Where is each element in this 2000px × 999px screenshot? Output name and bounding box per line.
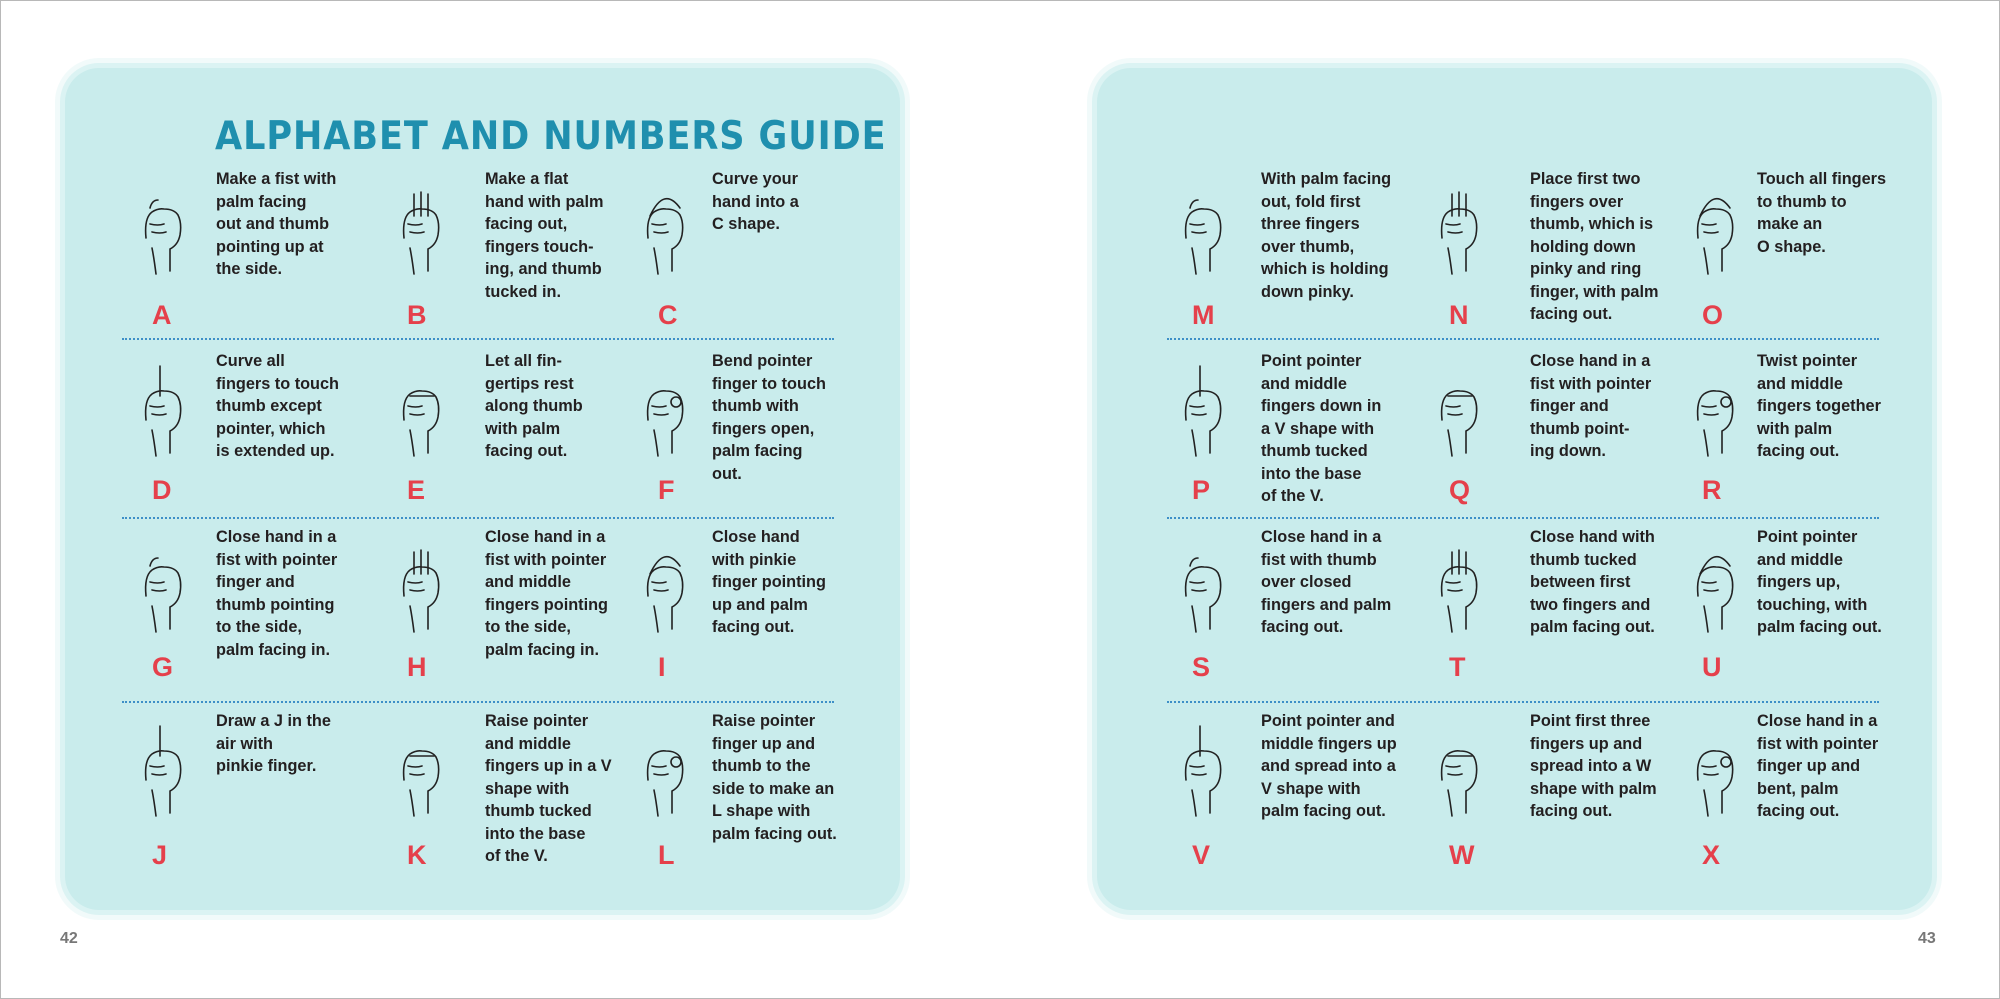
sign-description-a: Make a fist with palm facing out and thumb pointing up at the side.	[216, 170, 337, 278]
sign-description-h: Close hand in a fist with pointer and middle fingers pointing to the side, palm facing in.	[485, 528, 608, 659]
hand-sign-k-icon	[388, 722, 452, 822]
hand-sign-w-icon	[1426, 722, 1490, 822]
hand-sign-x-icon	[1682, 722, 1746, 822]
sign-letter-d: D	[152, 475, 172, 505]
sign-description-f: Bend pointer finger to touch thumb with fingers open, palm facing out.	[712, 352, 826, 483]
sign-letter-s: S	[1192, 652, 1211, 682]
sign-letter-x: X	[1702, 840, 1721, 870]
sign-description-v: Point pointer and middle fingers up and spread into a V shape with palm facing out.	[1261, 712, 1397, 820]
sign-letter-t: T	[1449, 652, 1466, 682]
sign-description-o: Touch all fingers to thumb to make an O shape.	[1757, 170, 1887, 256]
sign-description-m: With palm facing out, fold first three fingers over thumb, which is holding down pinky.	[1261, 170, 1392, 301]
hand-sign-c-icon	[632, 180, 696, 280]
sign-letter-j: J	[152, 840, 168, 870]
hand-sign-h-icon	[388, 538, 452, 638]
hand-sign-q-icon	[1426, 362, 1490, 462]
sign-description-p: Point pointer and middle fingers down in a V shape with thumb tucked into the base of the V.	[1261, 352, 1382, 505]
sign-description-l: Raise pointer finger up and thumb to the side to make an L shape with palm facing out.	[712, 712, 837, 843]
sign-letter-k: K	[407, 840, 427, 870]
page-title: ALPHABET AND NUMBERS GUIDE	[215, 114, 887, 159]
sign-description-r: Twist pointer and middle fingers together with palm facing out.	[1757, 352, 1881, 460]
sign-letter-c: C	[658, 300, 678, 330]
hand-sign-d-icon	[130, 362, 194, 462]
sign-letter-i: I	[658, 652, 666, 682]
sign-description-k: Raise pointer and middle fingers up in a V shape with thumb tucked into the base of the V.	[485, 712, 612, 865]
hand-sign-o-icon	[1682, 180, 1746, 280]
hand-sign-u-icon	[1682, 538, 1746, 638]
hand-sign-b-icon	[388, 180, 452, 280]
page-number-right: 43	[1918, 930, 1936, 947]
sign-letter-n: N	[1449, 300, 1469, 330]
sign-description-t: Close hand with thumb tucked between first two fingers and palm facing out.	[1530, 528, 1655, 636]
hand-sign-l-icon	[632, 722, 696, 822]
divider-left-3	[122, 701, 834, 703]
hand-sign-e-icon	[388, 362, 452, 462]
divider-left-1	[122, 338, 834, 340]
sign-letter-b: B	[407, 300, 427, 330]
sign-letter-m: M	[1192, 300, 1215, 330]
divider-right-1	[1167, 338, 1879, 340]
sign-description-j: Draw a J in the air with pinkie finger.	[216, 712, 331, 775]
sign-letter-q: Q	[1449, 475, 1471, 505]
sign-letter-f: F	[658, 475, 675, 505]
sign-description-x: Close hand in a fist with pointer finger up and bent, palm facing out.	[1757, 712, 1879, 820]
sign-description-q: Close hand in a fist with pointer finger and thumb point- ing down.	[1530, 352, 1652, 460]
sign-description-w: Point first three fingers up and spread into a W shape with palm facing out.	[1530, 712, 1657, 820]
hand-sign-a-icon	[130, 180, 194, 280]
sign-letter-e: E	[407, 475, 426, 505]
sign-letter-w: W	[1449, 840, 1475, 870]
sign-letter-g: G	[152, 652, 174, 682]
sign-letter-u: U	[1702, 652, 1722, 682]
sign-letter-v: V	[1192, 840, 1211, 870]
divider-right-2	[1167, 517, 1879, 519]
hand-sign-j-icon	[130, 722, 194, 822]
sign-letter-a: A	[152, 300, 172, 330]
hand-sign-g-icon	[130, 538, 194, 638]
hand-sign-n-icon	[1426, 180, 1490, 280]
sign-description-u: Point pointer and middle fingers up, touching, with palm facing out.	[1757, 528, 1882, 636]
sign-description-b: Make a flat hand with palm facing out, fingers touch- ing, and thumb tucked in.	[485, 170, 604, 301]
sign-letter-h: H	[407, 652, 427, 682]
hand-sign-m-icon	[1170, 180, 1234, 280]
sign-description-e: Let all fin- gertips rest along thumb with palm facing out.	[485, 352, 583, 460]
page-number-left: 42	[60, 930, 78, 947]
sign-description-g: Close hand in a fist with pointer finger and thumb pointing to the side, palm facing in.	[216, 528, 338, 659]
hand-sign-s-icon	[1170, 538, 1234, 638]
hand-sign-v-icon	[1170, 722, 1234, 822]
sign-letter-p: P	[1192, 475, 1211, 505]
sign-letter-o: O	[1702, 300, 1724, 330]
sign-description-c: Curve your hand into a C shape.	[712, 170, 799, 233]
divider-left-2	[122, 517, 834, 519]
hand-sign-r-icon	[1682, 362, 1746, 462]
sign-description-s: Close hand in a fist with thumb over closed fingers and palm facing out.	[1261, 528, 1392, 636]
hand-sign-p-icon	[1170, 362, 1234, 462]
hand-sign-f-icon	[632, 362, 696, 462]
sign-letter-l: L	[658, 840, 675, 870]
sign-description-d: Curve all fingers to touch thumb except pointer, which is extended up.	[216, 352, 340, 460]
sign-letter-r: R	[1702, 475, 1722, 505]
hand-sign-i-icon	[632, 538, 696, 638]
divider-right-3	[1167, 701, 1879, 703]
sign-description-n: Place first two fingers over thumb, which is holding down pinky and ring finger, with palm facing out.	[1530, 170, 1659, 323]
hand-sign-t-icon	[1426, 538, 1490, 638]
sign-description-i: Close hand with pinkie finger pointing up and palm facing out.	[712, 528, 826, 636]
